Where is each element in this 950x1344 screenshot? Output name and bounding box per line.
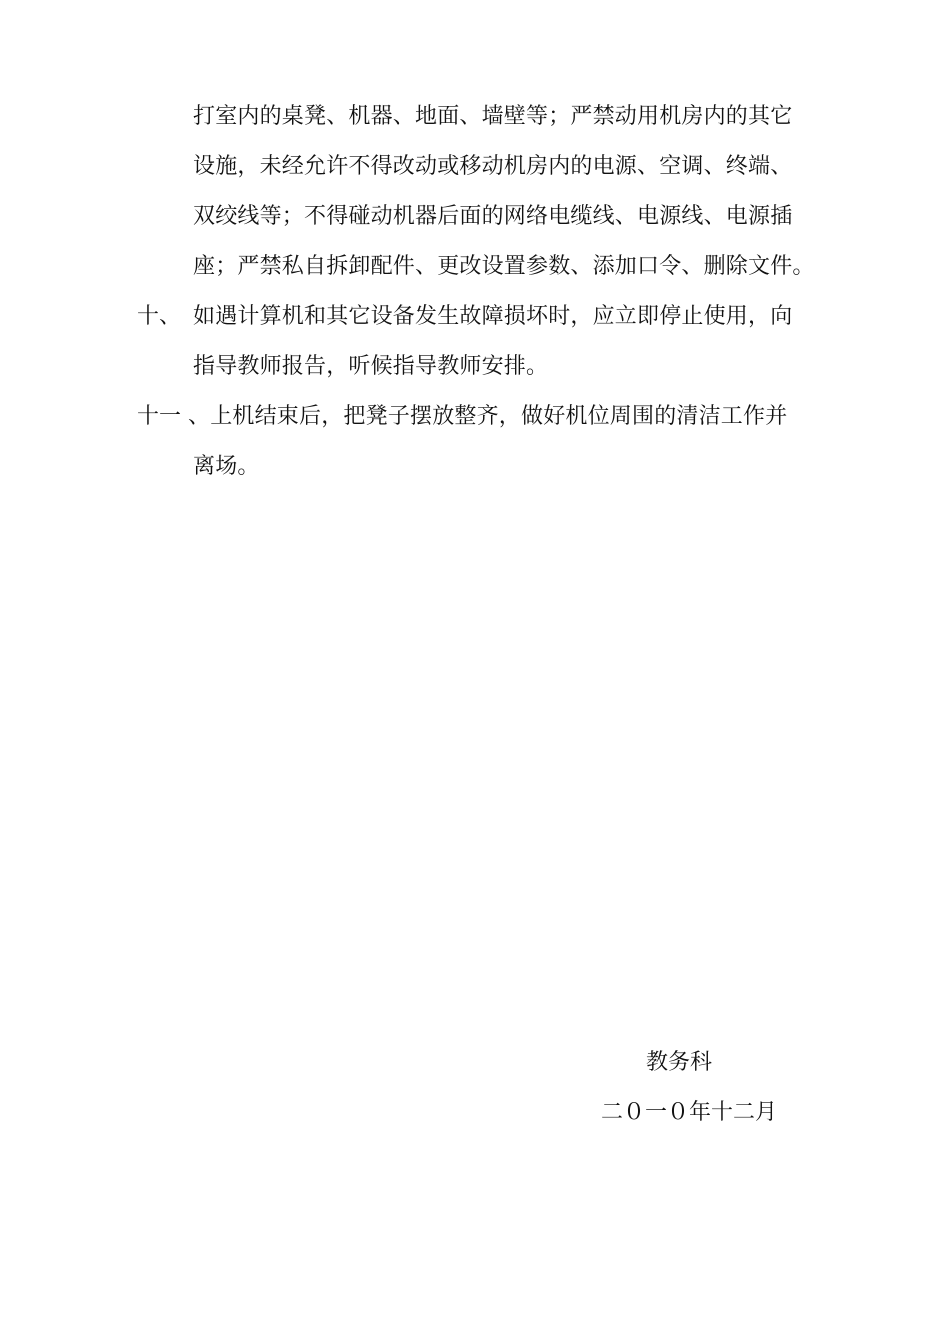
rule-continuation-line-1: 打室内的桌凳、机器、地面、墙壁等；严禁动用机房内的其它	[193, 104, 793, 129]
rule-continuation-line-2: 设施，未经允许不得改动或移动机房内的电源、空调、终端、	[193, 154, 793, 179]
signature-date: 二０一０年十二月	[601, 1100, 778, 1125]
rule-11-line-1: 、上机结束后，把凳子摆放整齐，做好机位周围的清洁工作并	[188, 404, 788, 429]
rule-number-11: 十一	[137, 404, 182, 429]
rule-10-line-2: 指导教师报告，听候指导教师安排。	[193, 354, 549, 379]
rule-continuation-line-3: 双绞线等；不得碰动机器后面的网络电缆线、电源线、电源插	[193, 204, 793, 229]
rule-10-line-1: 如遇计算机和其它设备发生故障损坏时，应立即停止使用，向	[193, 304, 793, 329]
signature-department: 教务科	[646, 1050, 713, 1075]
rule-continuation-line-4: 座；严禁私自拆卸配件、更改设置参数、添加口令、删除文件。	[193, 254, 815, 279]
rule-number-10: 十、	[137, 304, 182, 329]
rule-11-line-2: 离场。	[193, 454, 260, 479]
